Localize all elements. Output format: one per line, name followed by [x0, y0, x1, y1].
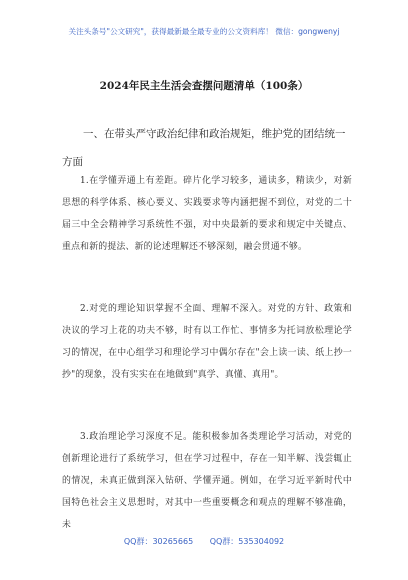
section-heading: 一、在带头严守政治纪律和政治规矩，维护党的团结统一方面	[62, 128, 346, 168]
footer-qq-group-1: QQ群：30265665	[123, 537, 194, 546]
paragraph-1: 1.在学懂弄通上有差距。碎片化学习较多，通读多，精读少，对新思想的科学体系、核心要义、实践要求等内涵把握不到位，对党的二十届三中全会精神学习系统性不强，对中央最新的要求和规定中关键点、重点和新的提法、新的论述理解还不够深刻，融会贯通不够。	[62, 176, 352, 252]
document-title: 2024年民主生活会查摆问题清单（100条）	[99, 80, 309, 92]
promo-banner: 关注头条号"公文研究"，获得最新最全最专业的公文资料库！ 微信：gongwenyj	[68, 27, 340, 36]
paragraph-3: 3.政治理论学习深度不足。能积极参加各类理论学习活动，对党的创新理论进行了系统学习，但在学习过程中，存在一知半解、浅尝辄止的情况，未真正做到深入钻研、学懂弄通。例如，在学习近平新时代中国特色社会主义思想时，对其中一些重要概念和观点的理解不够准确，未	[62, 432, 352, 530]
footer-qq-group-2: QQ群：535304092	[209, 537, 285, 546]
footer-contacts	[0, 536, 408, 547]
paragraph-2: 2.对党的理论知识掌握不全面、理解不深入。对党的方针、政策和决议的学习上花的功夫不够，时有以工作忙、事情多为托词放松理论学习的情况，在中心组学习和理论学习中偶尔存在"会上读一读、纸上抄一抄"的现象，没有实实在在地做到"真学、真懂、真用"。	[62, 304, 352, 380]
